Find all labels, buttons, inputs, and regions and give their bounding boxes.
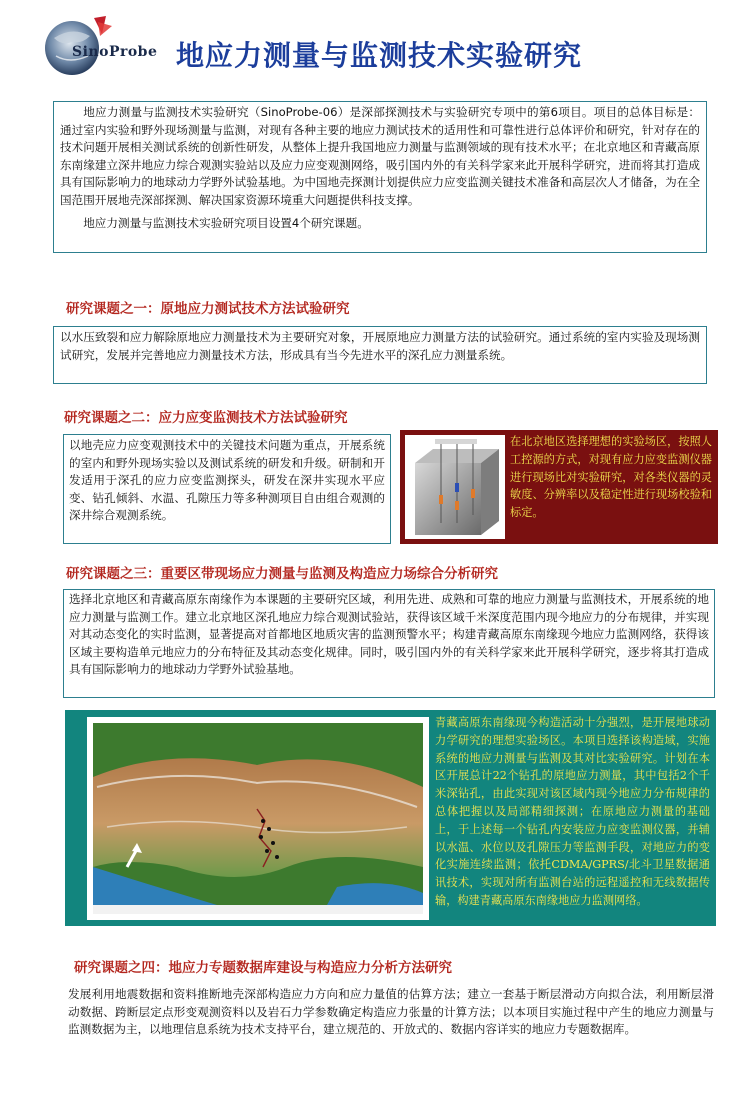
topic4-heading: 研究课题之四：地应力专题数据库建设与构造应力分析方法研究 [74, 960, 452, 976]
topic4-body: 发展利用地震数据和资料推断地壳深部构造应力方向和应力量值的估算方法；建立一套基于断层滑动方向拟合法，利用断层滑动数据、跨断层定点形变观测资料以及岩石力学参数确定构造应力张量的计算方法；以本项目实施过程中产生的地应力测量与监测数据为主，以地理信息系统为技术支持平台，建立规范的、开放式的、数据内容详实的地应力专题数据库。 [68, 987, 714, 1037]
logo-wordmark: SinoProbe [72, 44, 158, 60]
topic3-body: 选择北京地区和青藏高原东南缘作为本课题的主要研究区域，利用先进、成熟和可靠的地应力测量与监测技术，开展系统的地应力测量与监测工作。建立北京地区深孔地应力综合观测试验站，获得该区域千米深度范围内现今地应力的分布规律，并实现对其动态变化的实时监测，显著提高对首都地区地质灾害的监测预警水平；构建青藏高原东南缘现今地应力监测网络，获得该区域主要构造单元地应力的分布特征及其动态变化规律。同时，吸引国内外的有关科学家来此开展科学研究，逐步将其打造成具有国际影响力的地球动力学野外试验基地。 [63, 589, 715, 698]
topic1-heading: 研究课题之一：原地应力测试技术方法试验研究 [66, 301, 350, 317]
sinoprobe-logo [42, 12, 170, 78]
lab-test-image [405, 435, 505, 539]
topic1-body: 以水压致裂和应力解除原地应力测量技术为主要研究对象，开展原地应力测量方法的试验研究。通过系统的室内实验及现场测试研究，发展并完善地应力测量技术方法，形成具有当今先进水平的深孔应力测量系统。 [53, 326, 707, 384]
intro-paragraph: 地应力测量与监测技术实验研究（SinoProbe-06）是深部探测技术与实验研究专项中的第6项目。项目的总体目标是：通过室内实验和野外现场测量与监测，对现有各种主要的地应力测试技术的适用性和可靠性进行总体评价和研究，针对存在的技术问题开展相关测试系统的创新性研发，从整体上提升我国地应力测量与监测领域的现有技术水平；在北京地区和青藏高原东南缘建立深井地应力综合观测实验站以及应力应变观测网络，吸引国内外的有关科学家来此开展科学研究，进而将其打造成具有国际影响力的地球动力学野外试验基地。为中国地壳探测计划提供应力应变监测关键技术准备和高层次人才储备，为在全国范围开展地壳深部探测、解决国家资源环境重大问题提供科技支撑。 [60, 105, 700, 207]
topic2-body: 以地壳应力应变观测技术中的关键技术问题为重点，开展系统的室内和野外现场实验以及测试系统的研发和升级。研制和开发适用于深孔的应力应变监测探头，研发在深井实现水平应变、钻孔倾斜、水温、孔隙压力等多种测项目自由组合观测的深井综合观测系统。 [63, 434, 391, 544]
intro-box [53, 101, 707, 253]
tibet-monitoring-panel [65, 710, 716, 926]
tibet-monitoring-caption: 青藏高原东南缘现今构造活动十分强烈，是开展地球动力学研究的理想实验场区。本项目选择该构造域，实施系统的地应力测量与监测及其对比实验研究。计划在本区开展总计22个钻孔的原地应力测量，其中包括2个千米深钻孔，由此实现对该区域内现今地应力分布规律的总体把握以及局部精细探测；在原地应力测量的基础上，于上述每一个钻孔内安装应力应变监测仪器，并辅以水温、水位以及孔隙压力等监测手段，对地应力的变化实施连续监测；依托CDMA/GPRS/北斗卫星数据通讯技术，实现对所有监测台站的远程遥控和无线数据传输，构建青藏高原东南缘地应力监测网络。 [435, 716, 710, 907]
page-title: 地应力测量与监测技术实验研究 [176, 39, 583, 72]
topic2-heading: 研究课题之二：应力应变监测技术方法试验研究 [64, 410, 348, 426]
tibet-map-image [87, 717, 429, 920]
topic3-heading: 研究课题之三：重要区带现场应力测量与监测及构造应力场综合分析研究 [66, 566, 498, 582]
lab-test-caption: 在北京地区选择理想的实验场区，按照人工控源的方式，对现有应力应变监测仪器进行现场比对实验研究，对各类仪器的灵敏度、分辨率以及稳定性进行现场校验和标定。 [510, 435, 712, 520]
lab-test-panel [400, 430, 718, 544]
intro-summary: 地应力测量与监测技术实验研究项目设置4个研究课题。 [83, 215, 369, 230]
